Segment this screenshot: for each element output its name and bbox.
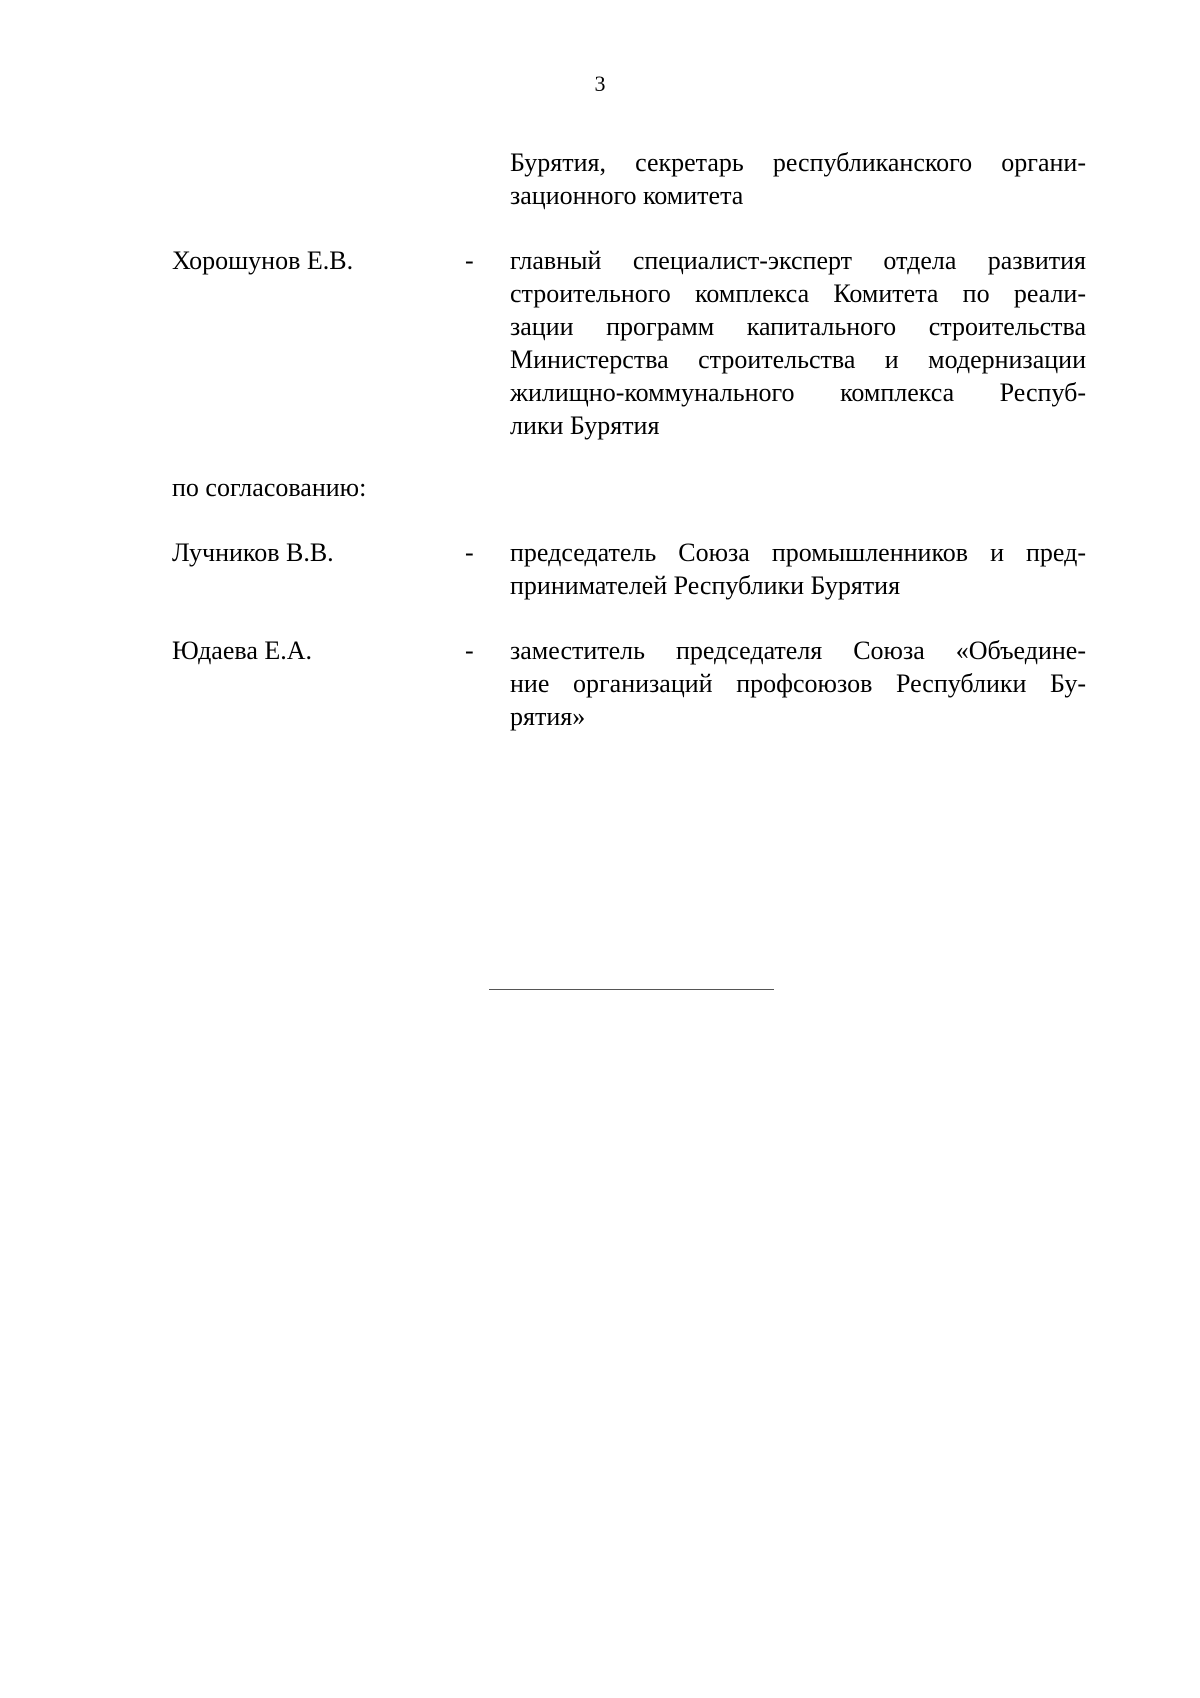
- description-line: заместитель председателя Союза «Объедине-: [510, 636, 1086, 665]
- description-line: жилищно-коммунального комплекса Респуб-: [510, 378, 1086, 407]
- description-line: рятия»: [510, 702, 586, 731]
- closing-rule: [489, 989, 774, 990]
- description-line: принимателей Республики Бурятия: [510, 571, 901, 600]
- member-dash: -: [465, 538, 474, 567]
- member-name: Хорошунов Е.В.: [172, 246, 354, 275]
- description-line: председатель Союза промышленников и пред-: [510, 538, 1086, 567]
- member-description: [510, 536, 1086, 602]
- description-line: зационного комитета: [510, 181, 744, 210]
- member-description: [510, 634, 1086, 733]
- description-line: главный специалист-эксперт отдела развития: [510, 246, 1086, 275]
- member-name: Юдаева Е.А.: [172, 636, 313, 665]
- description-line: Бурятия, секретарь республиканского органи-: [510, 148, 1086, 177]
- member-description: [510, 244, 1086, 442]
- description-line: лики Бурятия: [510, 411, 660, 440]
- member-dash: -: [465, 246, 474, 275]
- description-line: строительного комплекса Комитета по реали-: [510, 279, 1086, 308]
- description-line: Министерства строительства и модернизации: [510, 345, 1086, 374]
- description-line: зации программ капитального строительства: [510, 312, 1086, 341]
- page-number: 3: [594, 71, 606, 96]
- member-dash: -: [465, 636, 474, 665]
- section-heading: по согласованию:: [172, 473, 367, 502]
- continuation-description: [510, 146, 1086, 212]
- member-name: Лучников В.В.: [172, 538, 334, 567]
- description-line: ние организаций профсоюзов Республики Бу-: [510, 669, 1086, 698]
